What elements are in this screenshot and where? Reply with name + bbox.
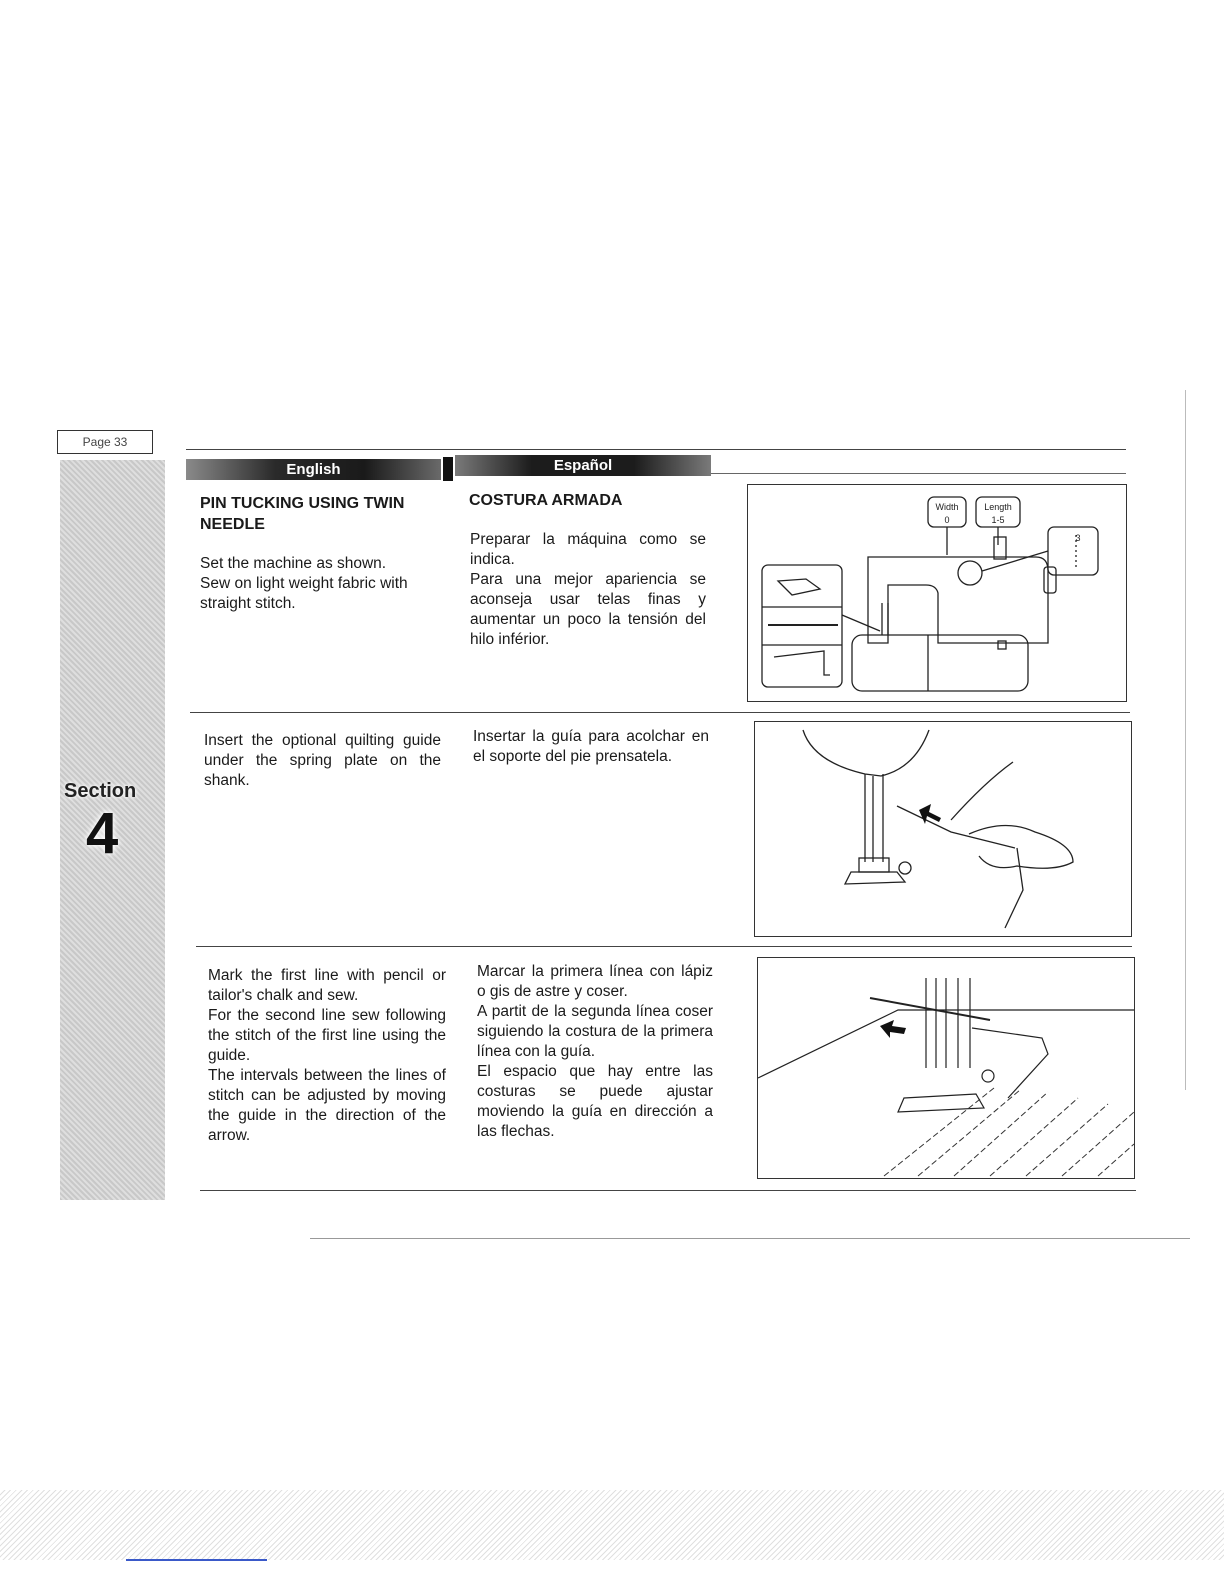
step1-english-text: Set the machine as shown. Sew on light weight fabric with straight stitch.: [200, 555, 408, 612]
section-number: 4: [86, 801, 119, 866]
length-setting-label: Length: [984, 502, 1012, 512]
width-setting-label: Width: [935, 502, 959, 512]
step2-spanish-text: Insertar la guía para acolchar en el soporte del pie prensatela.: [473, 728, 709, 765]
step2-english-text: Insert the optional quilting guide under the spring plate on the shank.: [204, 732, 441, 789]
top-rule: [186, 449, 1126, 450]
step3-spanish-text: Marcar la primera línea con lápiz o gis de astre y coser. A partit de la segunda línea coser siguiendo la costura de la primera línea con la guía. El espacio que hay entre las costuras se puede ajustar moviendo la guía en dirección a las flechas.: [477, 963, 713, 1140]
step-divider-2: [196, 946, 1132, 947]
header-rule: [711, 473, 1126, 474]
step1-english-heading: PIN TUCKING USING TWIN NEEDLE: [200, 495, 405, 533]
quilting-guide-illustration: [755, 722, 1131, 936]
sewing-with-guide-figure: [757, 957, 1135, 1179]
step1-spanish-text: Preparar la máquina como se indica. Para una mejor apariencia se aconseja usar telas finas y aumentar un poco la tensión del hilo inférior.: [470, 531, 706, 648]
language-separator: [443, 457, 453, 481]
guide-stitching-illustration: [758, 958, 1134, 1178]
sewing-machine-illustration: [748, 485, 1126, 701]
machine-settings-figure: [747, 484, 1127, 702]
bottom-rule: [200, 1190, 1136, 1191]
quilting-guide-figure: [754, 721, 1132, 937]
step3-english-text: Mark the first line with pencil or tailor's chalk and sew. For the second line sew following the stitch of the first line using the guide. The intervals between the lines of stitch can be adjusted by moving the guide in the direction of the arrow.: [208, 967, 446, 1144]
page-number-label: Page 33: [57, 430, 153, 454]
scan-edge-line: [310, 1238, 1190, 1239]
language-tab-english: English: [186, 459, 441, 480]
scan-underline-artifact: [126, 1559, 267, 1561]
length-setting-value: 1-5: [991, 515, 1005, 525]
step-divider-1: [190, 712, 1130, 713]
section-label: Section: [64, 780, 137, 802]
step1-spanish-heading: COSTURA ARMADA: [469, 492, 623, 509]
scan-edge-right: [1185, 390, 1186, 1090]
width-setting-value: 0: [944, 515, 950, 525]
scan-noise-bottom: [0, 1490, 1224, 1560]
tension-setting-value: 3: [1075, 533, 1081, 543]
language-tab-spanish: Español: [455, 455, 711, 476]
